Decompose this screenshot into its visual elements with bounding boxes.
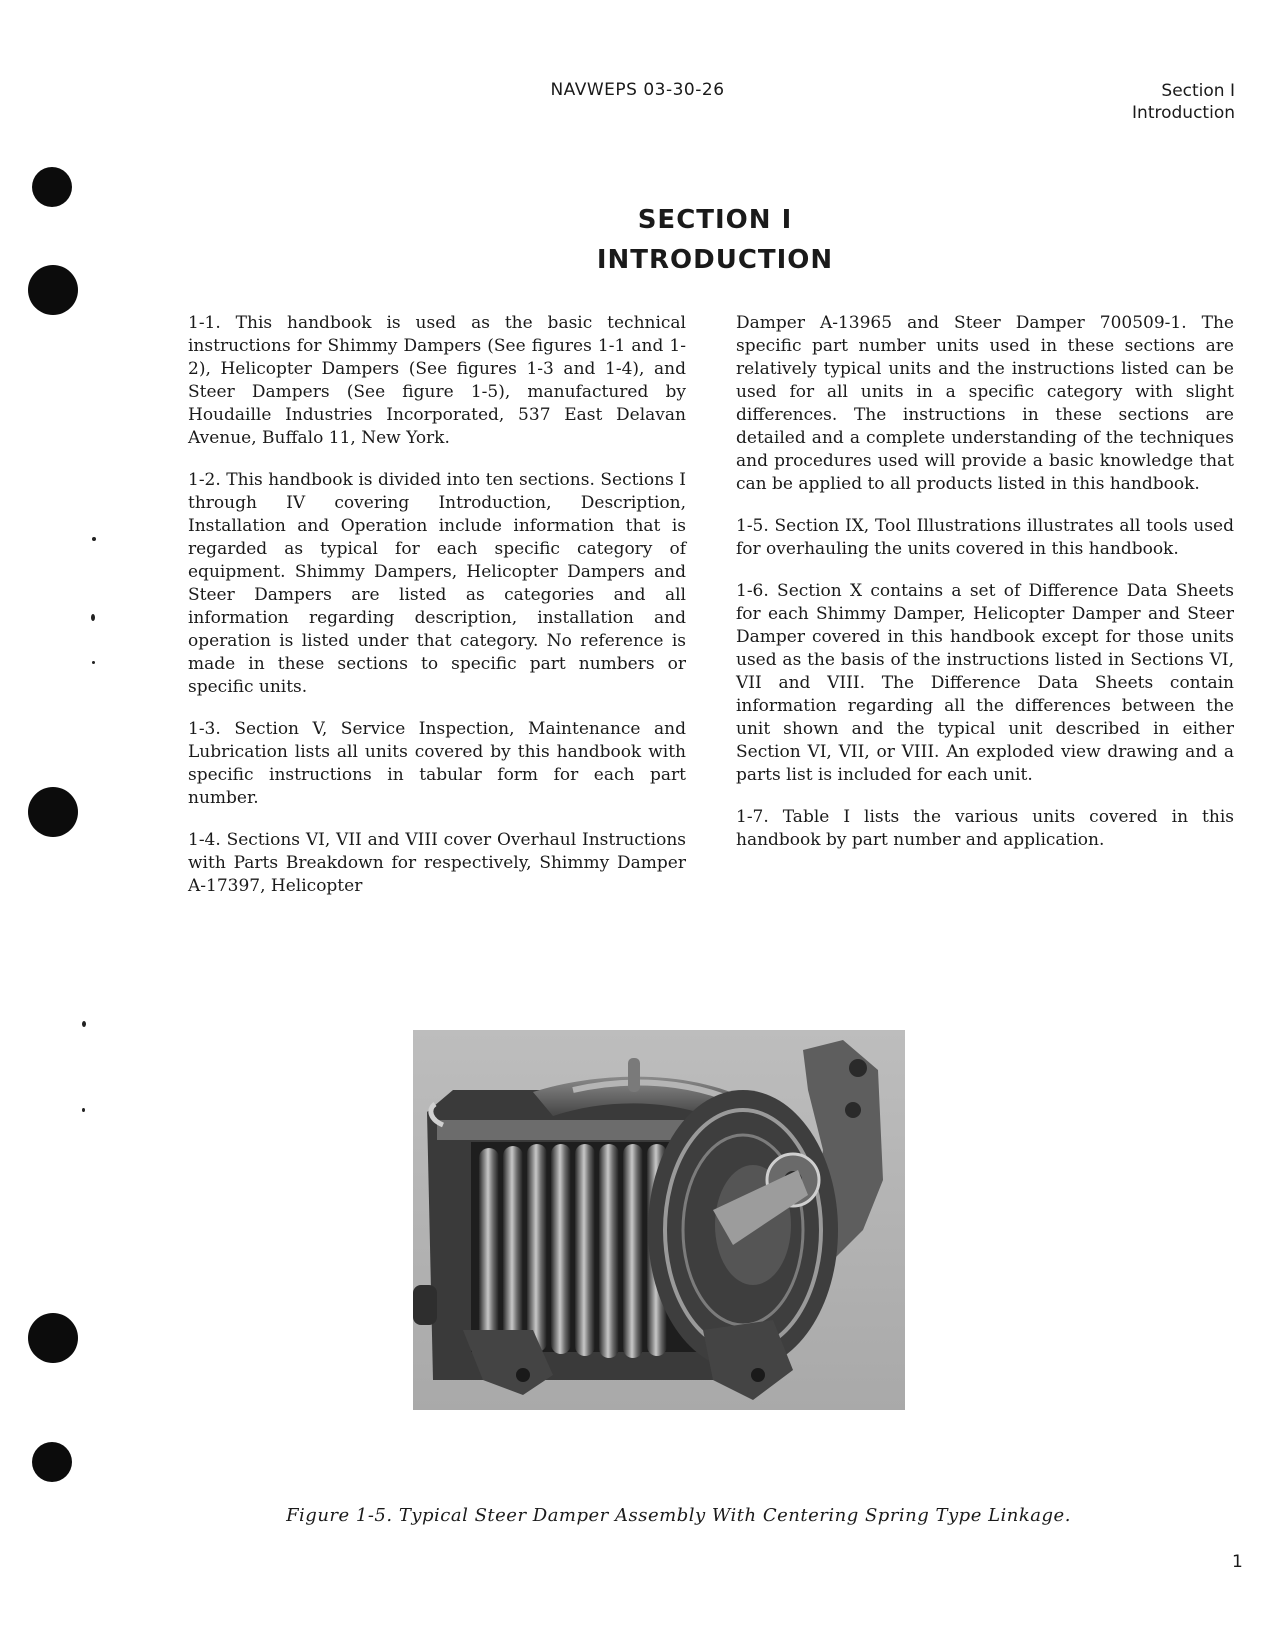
- running-header: [1132, 80, 1235, 124]
- paragraph-1-7: 1-7. Table I lists the various units covered in this handbook by part number and application.: [736, 807, 1234, 850]
- right-column: [736, 312, 1234, 871]
- steer-damper-photo: [413, 1030, 905, 1410]
- paragraph-1-3: 1-3. Section V, Service Inspection, Maintenance and Lubrication lists all units covered by this handbook with specific instructions in tabular form for each part number.: [188, 719, 686, 808]
- steer-damper-illustration: [413, 1030, 905, 1410]
- binder-hole: [32, 1442, 72, 1482]
- title-line-1: SECTION I: [637, 205, 793, 235]
- section-name: Introduction: [1132, 103, 1235, 123]
- paragraph-1-2: 1-2. This handbook is divided into ten sections. Sections I through IV covering Introduction, Description, Installation and Operation include information that is regarded as typical for each specific category of equipment. Shimmy Dampers, Helicopter Dampers and Steer Dampers are listed as categories and all information regarding description, installation and operation is listed under that category. No reference is made in these sections to specific part numbers or specific units.: [188, 470, 686, 697]
- page-number: 1: [1232, 1552, 1243, 1572]
- document-number: NAVWEPS 03-30-26: [550, 80, 725, 100]
- left-column: [188, 312, 686, 917]
- page-speck: [92, 537, 96, 541]
- figure-caption: Figure 1-5. Typical Steer Damper Assembly With Centering Spring Type Linkage.: [286, 1505, 1071, 1526]
- page-speck: [92, 661, 95, 664]
- paragraph-1-4: 1-4. Sections VI, VII and VIII cover Overhaul Instructions with Parts Breakdown for respectively, Shimmy Damper A-17397, Helicopter: [188, 830, 686, 896]
- section-label: Section I: [1161, 81, 1235, 101]
- title-line-2: INTRODUCTION: [596, 245, 834, 275]
- paragraph-1-1: 1-1. This handbook is used as the basic technical instructions for Shimmy Dampers (See figures 1-1 and 1-2), Helicopter Dampers (See figures 1-3 and 1-4), and Steer Dampers (See figure 1-5), manufactured by Houdaille Industries Incorporated, 537 East Delavan Avenue, Buffalo 11, New York.: [188, 313, 686, 448]
- page-speck: [82, 1021, 86, 1027]
- page-speck: [82, 1108, 85, 1112]
- paragraph-1-5: 1-5. Section IX, Tool Illustrations illustrates all tools used for overhauling the units covered in this handbook.: [736, 516, 1234, 559]
- binder-hole: [28, 1313, 78, 1363]
- page-title: [0, 200, 1275, 280]
- paragraph-1-4-continued: Damper A-13965 and Steer Damper 700509-1. The specific part number units used in these sections are relatively typical units and the instructions listed can be used for all units in a specific category with slight differences. The instructions in these sections are detailed and a complete understanding of the techniques and procedures used will provide a basic knowledge that can be applied to all products listed in this handbook.: [736, 313, 1234, 494]
- binder-hole: [28, 787, 78, 837]
- page-speck: [91, 614, 95, 621]
- paragraph-1-6: 1-6. Section X contains a set of Difference Data Sheets for each Shimmy Damper, Helicopter Damper and Steer Damper covered in this handbook except for those units used as the basis of the instructions listed in Sections VI, VII and VIII. The Difference Data Sheets contain information regarding all the differences between the unit shown and the typical unit described in either Section VI, VII, or VIII. An exploded view drawing and a parts list is included for each unit.: [736, 581, 1234, 785]
